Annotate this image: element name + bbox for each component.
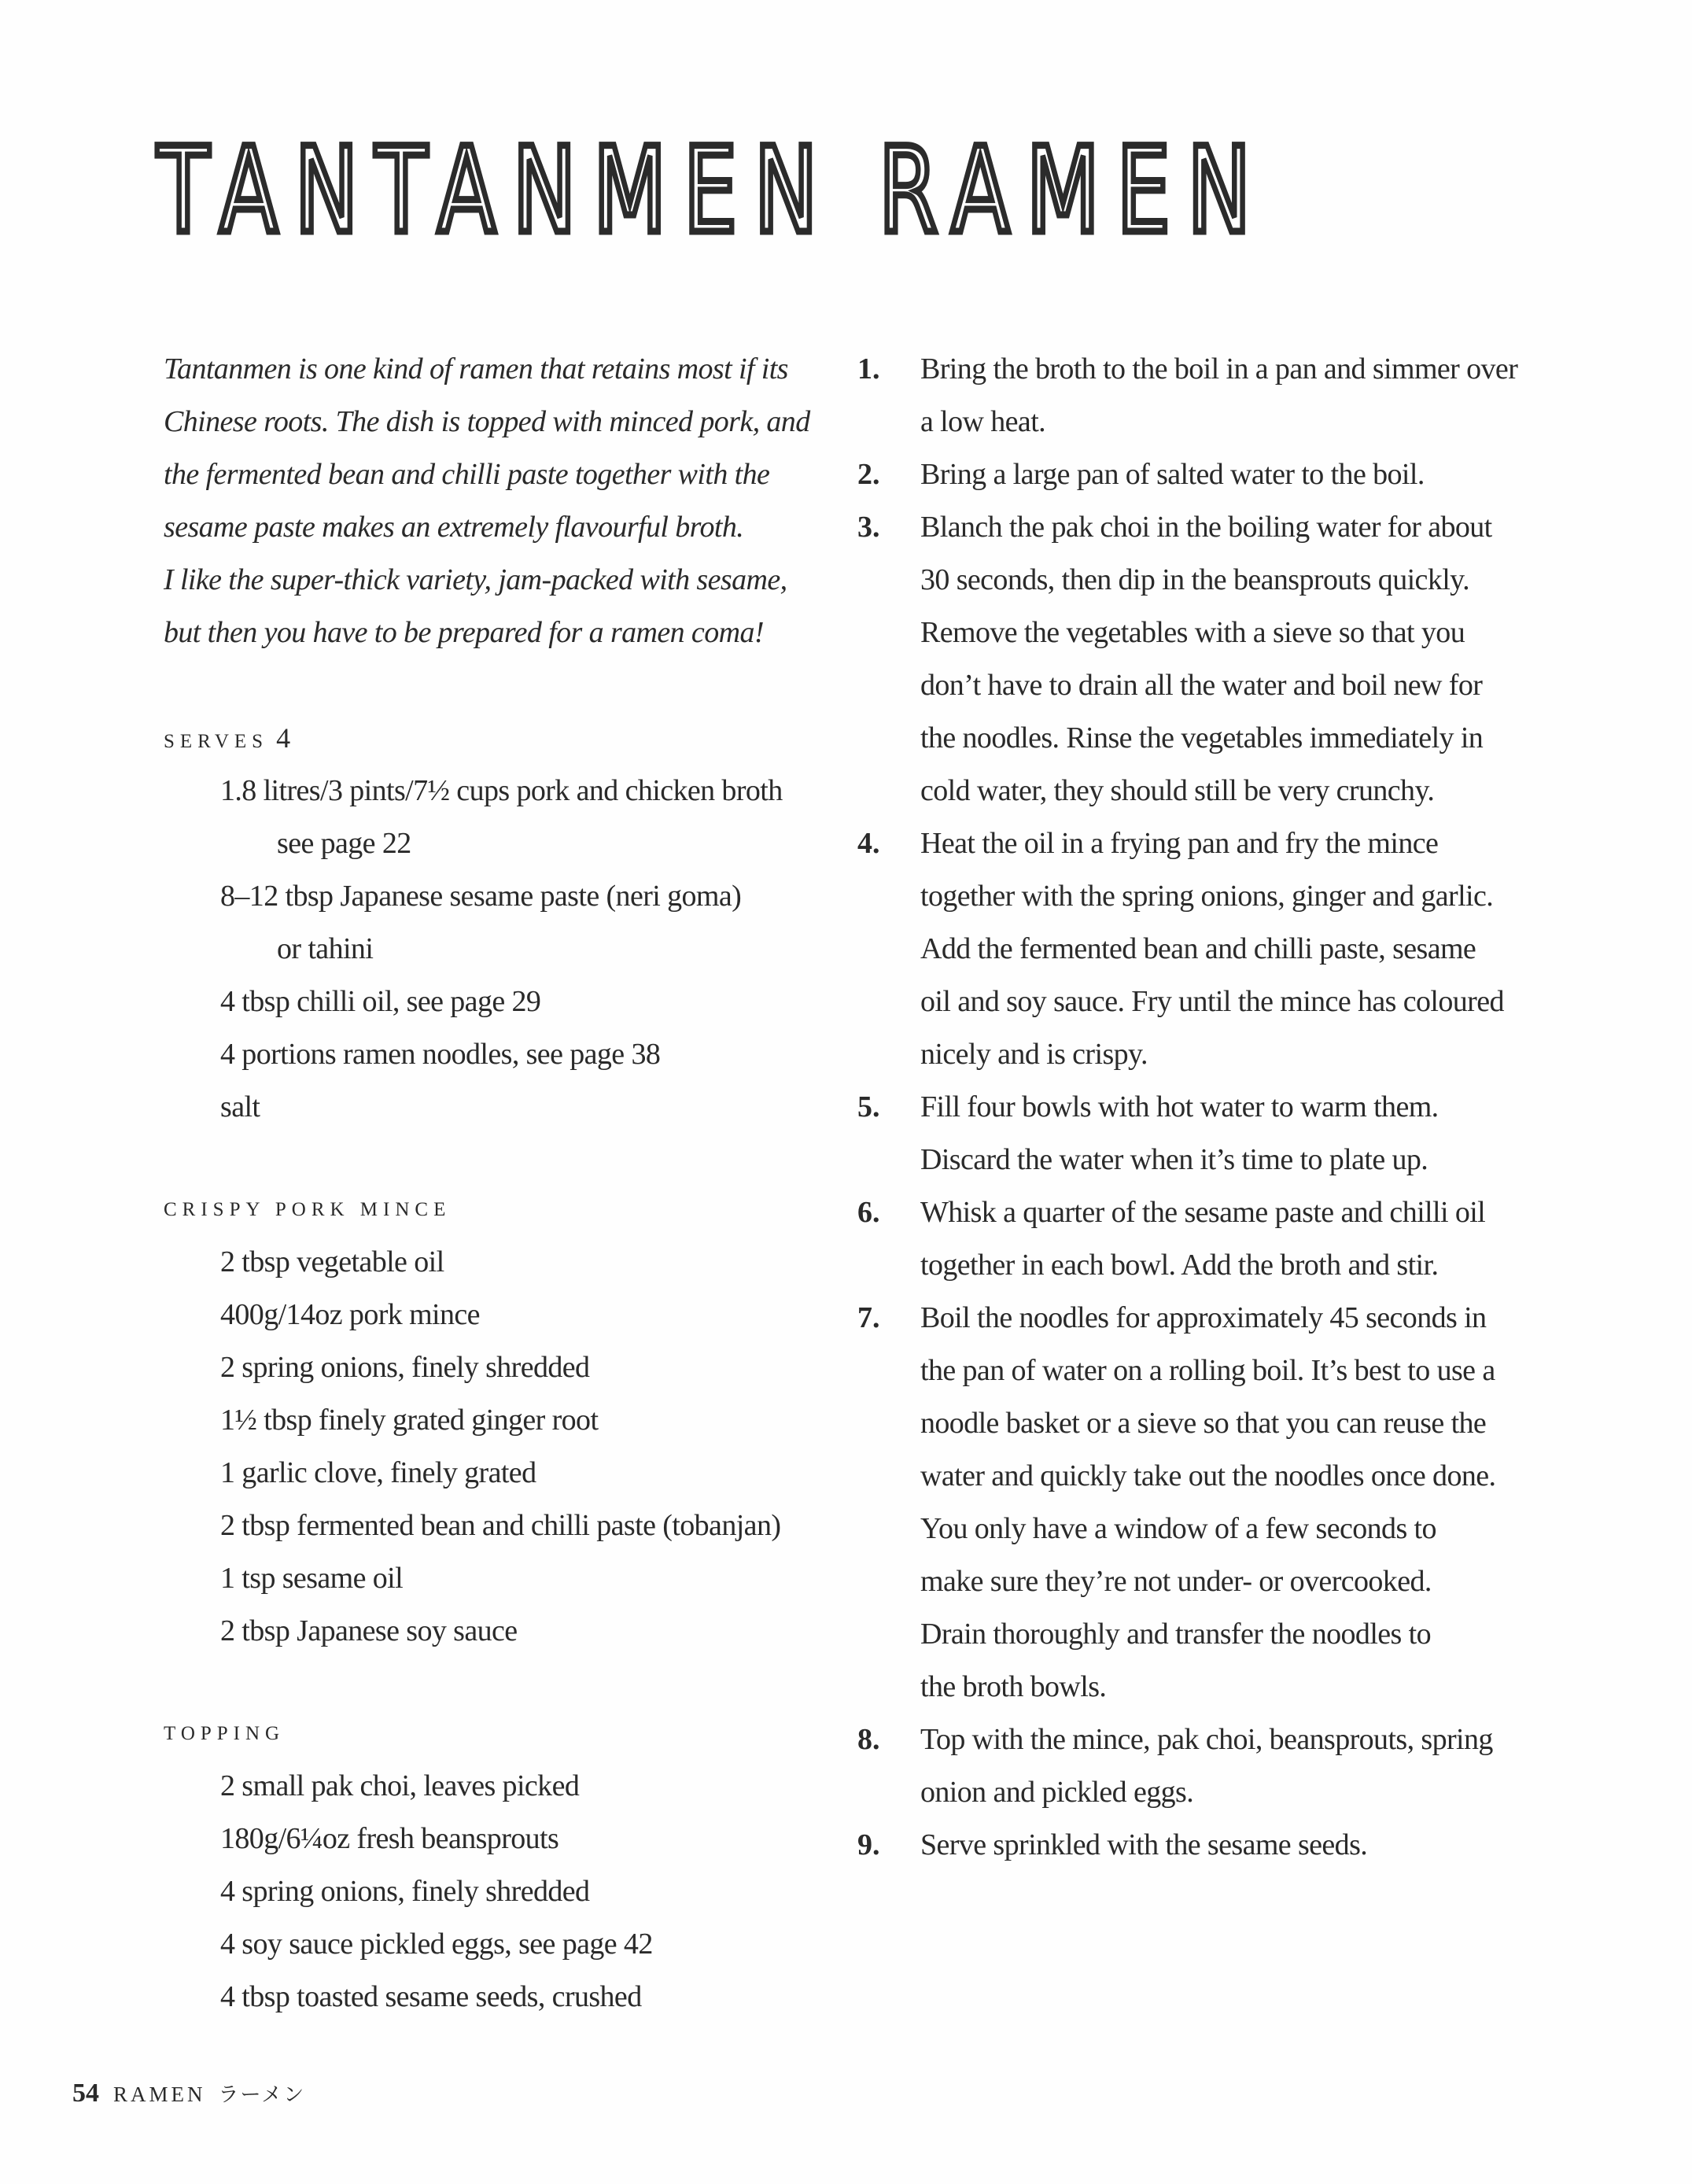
step-text-line: Discard the water when it’s time to plate up.	[920, 1143, 1428, 1176]
recipe-intro	[164, 343, 840, 659]
step-text-line: Serve sprinkled with the sesame seeds.	[920, 1828, 1368, 1861]
ingredient-item: 4 tbsp chilli oil, see page 29	[220, 985, 541, 1018]
crispy-pork-mince-heading: CRISPY PORK MINCE	[164, 1199, 452, 1220]
intro-line: I like the super-thick variety, jam-packed with sesame,	[164, 563, 787, 596]
step-text-line: make sure they’re not under- or overcooked.	[920, 1565, 1432, 1598]
crispy-pork-mince-section	[164, 1183, 840, 1658]
step-text-line: noodle basket or a sieve so that you can reuse the	[920, 1407, 1487, 1440]
method-step-9	[857, 1819, 1517, 1872]
step-text-line: the broth bowls.	[920, 1670, 1107, 1703]
method-step-4	[857, 817, 1517, 1081]
serves-ingredient-list	[164, 765, 840, 1134]
ingredient-item: salt	[220, 1090, 260, 1123]
ingredient-item: 8–12 tbsp Japanese sesame paste (neri goma)	[220, 880, 742, 913]
serves-label: SERVES	[164, 731, 269, 752]
topping-ingredient-list	[164, 1760, 840, 2024]
ingredient-item: 2 spring onions, finely shredded	[220, 1351, 590, 1384]
method-step-7	[857, 1292, 1517, 1714]
ingredient-item: 400g/14oz pork mince	[220, 1298, 480, 1331]
ingredient-item: 2 tbsp fermented bean and chilli paste (tobanjan)	[220, 1509, 781, 1542]
ingredient-item: 2 tbsp Japanese soy sauce	[220, 1614, 518, 1647]
step-number: 3.	[857, 511, 880, 544]
step-text-line: Bring a large pan of salted water to the boil.	[920, 458, 1425, 491]
step-number: 8.	[857, 1723, 880, 1756]
step-number: 6.	[857, 1196, 880, 1229]
topping-section	[164, 1707, 840, 2024]
crispy-pork-mince-ingredient-list	[164, 1236, 840, 1658]
method-step-1	[857, 343, 1517, 448]
step-text-line: Whisk a quarter of the sesame paste and chilli oil	[920, 1196, 1486, 1229]
step-text-line: the pan of water on a rolling boil. It’s best to use a	[920, 1354, 1495, 1387]
step-text-line: nicely and is crispy.	[920, 1038, 1148, 1071]
ingredient-item: 2 small pak choi, leaves picked	[220, 1769, 580, 1802]
step-text-line: Add the fermented bean and chilli paste, sesame	[920, 932, 1476, 965]
page-number: 54	[72, 2079, 99, 2108]
ingredient-item: 180g/6¼oz fresh beansprouts	[220, 1822, 559, 1855]
serves-heading	[164, 712, 840, 765]
ingredient-item: 1½ tbsp finely grated ginger root	[220, 1404, 599, 1437]
step-number: 7.	[857, 1301, 880, 1334]
step-text-line: Top with the mince, pak choi, beansprouts, spring	[920, 1723, 1493, 1756]
step-text-line: onion and pickled eggs.	[920, 1776, 1194, 1809]
step-number: 5.	[857, 1090, 880, 1123]
step-text-line: Remove the vegetables with a sieve so that you	[920, 616, 1465, 649]
method-step-6	[857, 1186, 1517, 1292]
running-head-japanese: ラーメン	[218, 2083, 306, 2107]
method-steps	[857, 343, 1517, 1872]
ingredient-item: 1 garlic clove, finely grated	[220, 1456, 536, 1489]
method-step-2	[857, 448, 1517, 501]
ingredient-item-continued: see page 22	[277, 827, 411, 860]
method-step-8	[857, 1714, 1517, 1819]
ingredient-item: 4 spring onions, finely shredded	[220, 1875, 590, 1908]
ingredient-item: 2 tbsp vegetable oil	[220, 1245, 444, 1278]
ingredient-item: 1 tsp sesame oil	[220, 1562, 404, 1595]
page-footer	[72, 2077, 305, 2111]
step-number: 9.	[857, 1828, 880, 1861]
step-text-line: cold water, they should still be very crunchy.	[920, 774, 1435, 807]
ingredient-item-continued: or tahini	[277, 932, 374, 965]
step-text-line: water and quickly take out the noodles once done.	[920, 1459, 1496, 1492]
recipe-title: TANTANMEN RAMEN	[157, 123, 1268, 260]
intro-line: but then you have to be prepared for a ramen coma!	[164, 616, 764, 649]
step-number: 2.	[857, 458, 880, 491]
ingredient-item: 4 portions ramen noodles, see page 38	[220, 1038, 661, 1071]
intro-line: Tantanmen is one kind of ramen that retains most if its	[164, 352, 788, 386]
step-text-line: You only have a window of a few seconds to	[920, 1512, 1436, 1545]
step-text-line: together in each bowl. Add the broth and stir.	[920, 1249, 1439, 1282]
step-text-line: don’t have to drain all the water and boil new for	[920, 669, 1483, 702]
step-text-line: the noodles. Rinse the vegetables immediately in	[920, 721, 1484, 754]
topping-heading: TOPPING	[164, 1723, 286, 1744]
running-head: RAMEN	[113, 2083, 206, 2106]
step-text-line: oil and soy sauce. Fry until the mince has coloured	[920, 985, 1504, 1018]
step-number: 4.	[857, 827, 880, 860]
ingredient-item: 1.8 litres/3 pints/7½ cups pork and chicken broth	[220, 774, 783, 807]
method-step-5	[857, 1081, 1517, 1186]
step-text-line: Blanch the pak choi in the boiling water for about	[920, 511, 1492, 544]
step-text-line: Bring the broth to the boil in a pan and simmer over	[920, 352, 1518, 386]
step-text-line: Heat the oil in a frying pan and fry the mince	[920, 827, 1439, 860]
step-text-line: together with the spring onions, ginger and garlic.	[920, 880, 1494, 913]
step-text-line: Boil the noodles for approximately 45 seconds in	[920, 1301, 1487, 1334]
method-step-3	[857, 501, 1517, 817]
serves-count: 4	[276, 722, 291, 754]
step-number: 1.	[857, 352, 880, 386]
intro-line: sesame paste makes an extremely flavourful broth.	[164, 511, 744, 544]
serves-section	[164, 712, 840, 1134]
step-text-line: a low heat.	[920, 405, 1046, 438]
ingredient-item: 4 soy sauce pickled eggs, see page 42	[220, 1928, 653, 1961]
step-text-line: 30 seconds, then dip in the beansprouts quickly.	[920, 563, 1470, 596]
ingredient-item: 4 tbsp toasted sesame seeds, crushed	[220, 1980, 642, 2013]
step-text-line: Drain thoroughly and transfer the noodles to	[920, 1618, 1431, 1651]
intro-line: the fermented bean and chilli paste together with the	[164, 458, 770, 491]
intro-line: Chinese roots. The dish is topped with minced pork, and	[164, 405, 810, 438]
step-text-line: Fill four bowls with hot water to warm them.	[920, 1090, 1439, 1123]
